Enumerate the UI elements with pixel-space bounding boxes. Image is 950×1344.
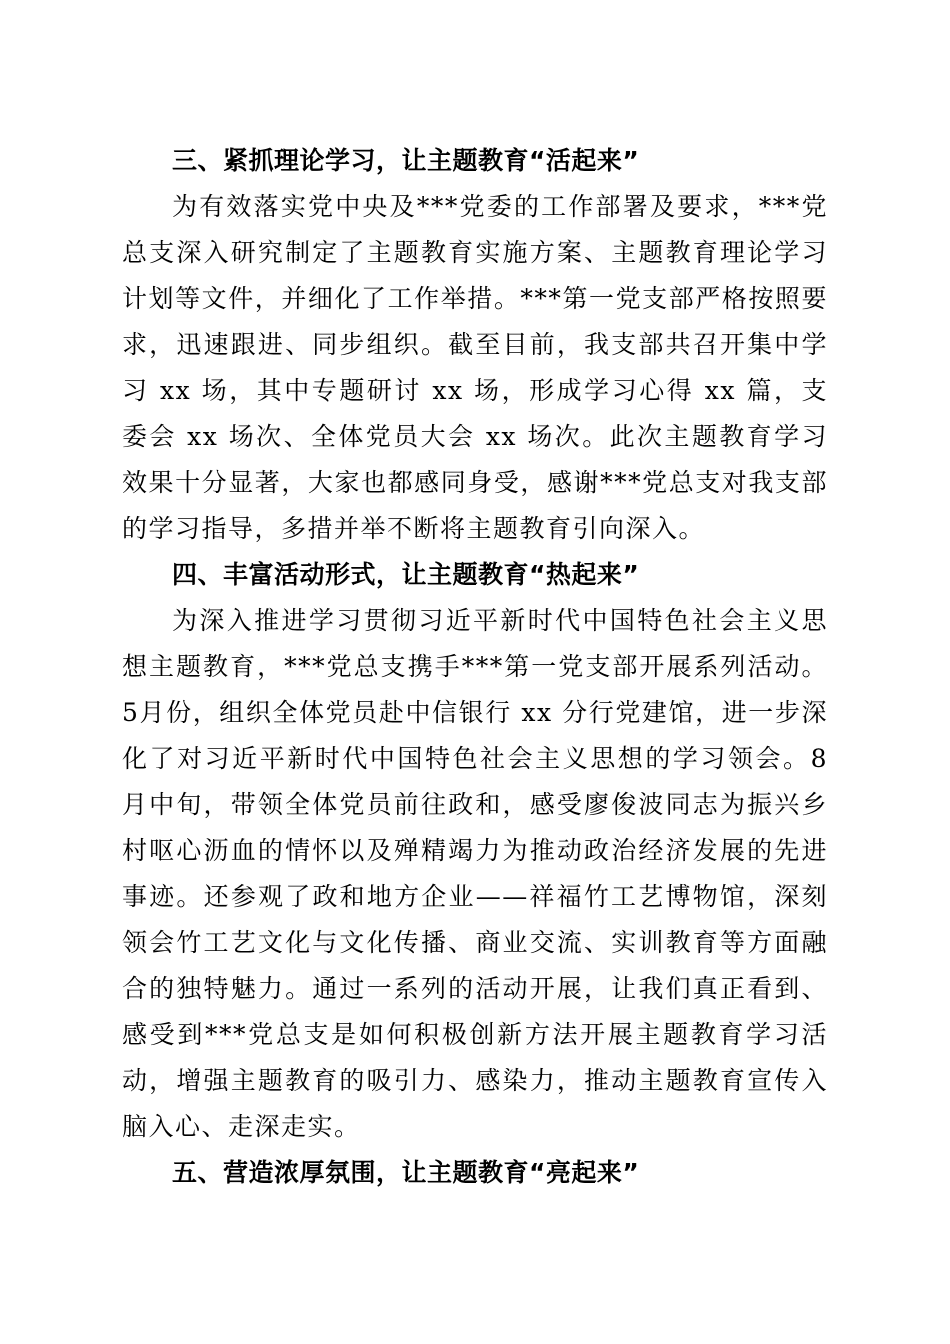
section-heading-3: 三、紧抓理论学习，让主题教育“活起来”: [172, 146, 640, 175]
document-body: [122, 138, 828, 1196]
section-paragraph-4: 为深入推进学习贯彻习近平新时代中国特色社会主义思想主题教育，***党总支携手***第一党支部开展系列活动。5月份，组织全体党员赴中信银行 xx 分行党建馆，进一步深化了对习近平新时代中国特色社会主义思想的学习领会。8月中旬，带领全体党员前往政和，感受廖俊波同志为振兴乡村呕心沥血的情怀以及殚精竭力为推动政治经济发展的先进事迹。还参观了政和地方企业——祥福竹工艺博物馆，深刻领会竹工艺文化与文化传播、商业交流、实训教育等方面融合的独特魅力。通过一系列的活动开展，让我们真正看到、感受到***党总支是如何积极创新方法开展主题教育学习活动，增强主题教育的吸引力、感染力，推动主题教育宣传入脑入心、走深走实。: [122, 606, 828, 1141]
section-heading-4: 四、丰富活动形式，让主题教育“热起来”: [172, 560, 640, 589]
section-paragraph-3: 为有效落实党中央及***党委的工作部署及要求，***党总支深入研究制定了主题教育实施方案、主题教育理论学习计划等文件，并细化了工作举措。***第一党支部严格按照要求，迅速跟进、同步组织。截至目前，我支部共召开集中学习 xx 场，其中专题研讨 xx 场，形成学习心得 xx 篇，支委会 xx 场次、全体党员大会 xx 场次。此次主题教育学习效果十分显著，大家也都感同身受，感谢***党总支对我支部的学习指导，多措并举不断将主题教育引向深入。: [122, 192, 828, 543]
section-heading-5: 五、营造浓厚氛围，让主题教育“亮起来”: [172, 1158, 640, 1187]
